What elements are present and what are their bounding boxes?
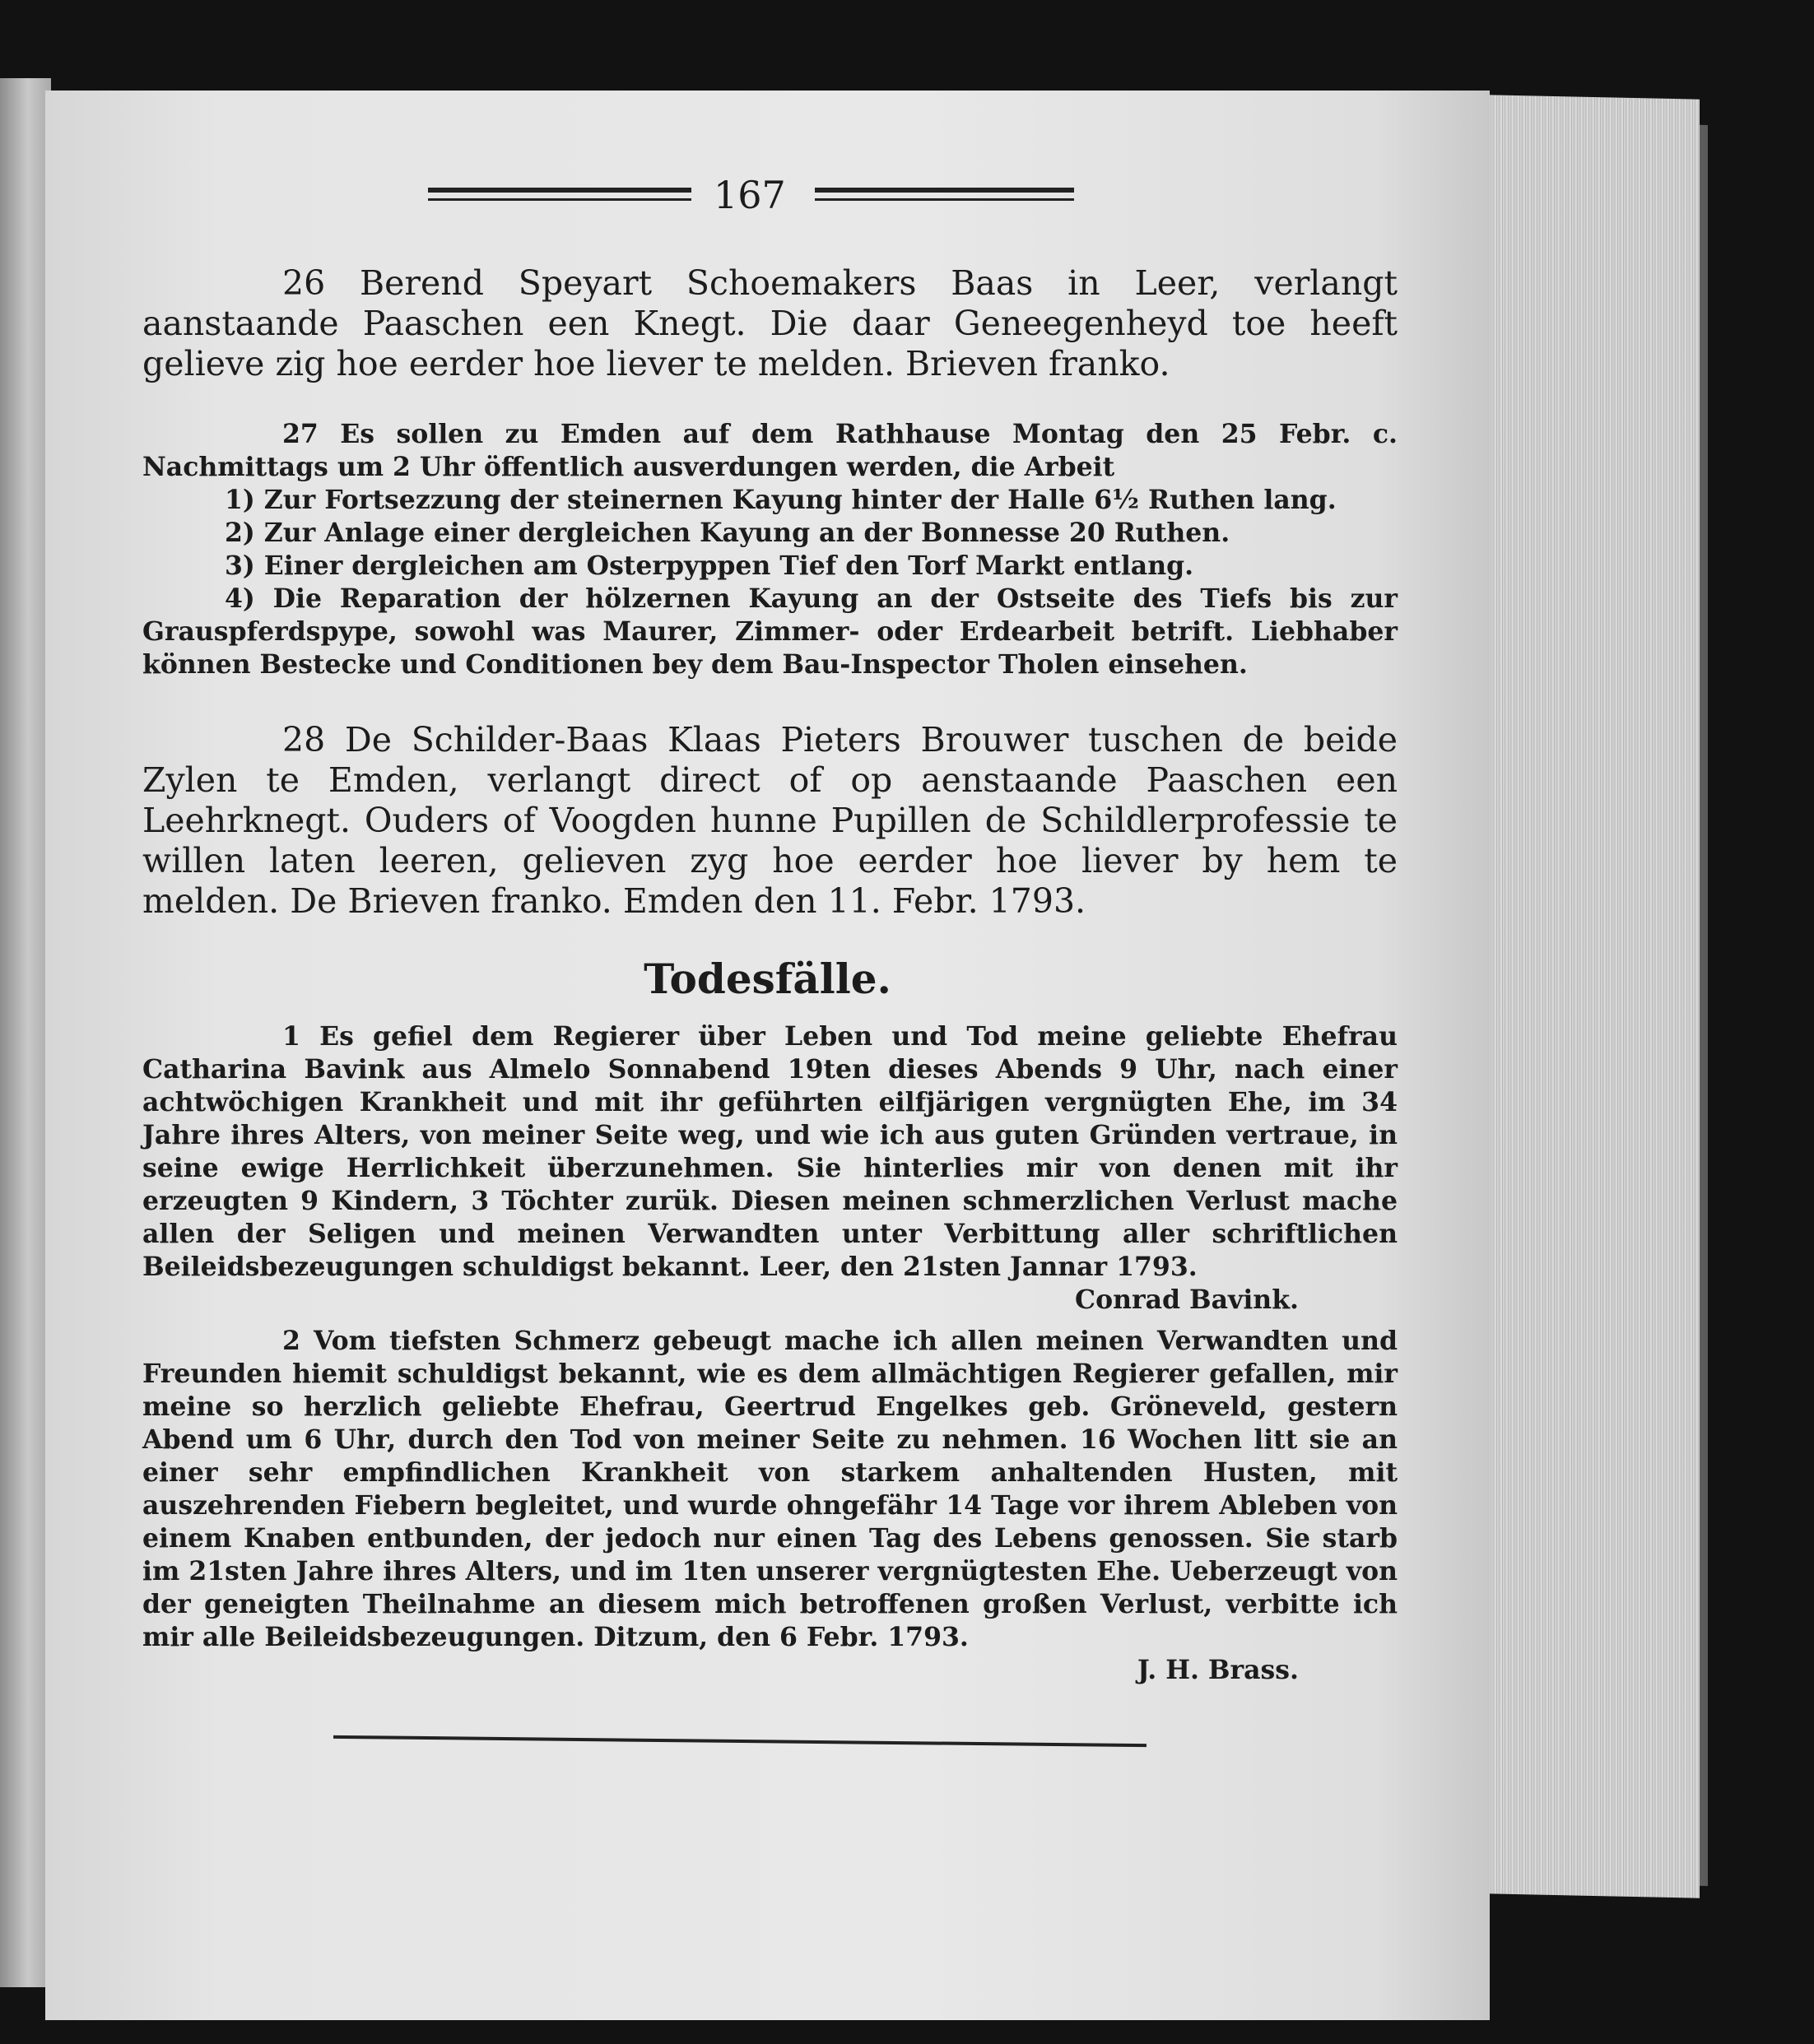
notice-27-intro: 27 Es sollen zu Emden auf dem Rathhause Montag den 25 Febr. c. Nachmittags um 2 Uhr öffentlich ausverdungen werden, die Arbeit	[142, 419, 1398, 482]
death-notice-2-signature: J. H. Brass.	[1137, 1655, 1299, 1685]
notice-28: 28 De Schilder-Baas Klaas Pieters Brouwer tuschen de beide Zylen te Emden, verlangt direct of op aenstaande Paaschen een Leehrknegt. Ouders of Voogden hunne Pupillen de Schildlerprofessie te willen laten leeren, gelieven zyg hoe eerder hoe liever by hem te melden. De Brieven franko. Emden den 11. Febr. 1793.	[142, 720, 1398, 921]
death-notice-1-text: 1 Es gefiel dem Regierer über Leben und Tod meine geliebte Ehefrau Catharina Bavink aus Almelo Sonnabend 19ten dieses Abends 9 Uhr, nach einer achtwöchigen Krankheit und mit ihr geführten eilfjärigen vergnügten Ehe, im 34 Jahre ihres Alters, von meiner Seite weg, und wie ich aus guten Gründen vertraue, in seine ewige Herrlichkeit überzunehmen. Sie hinterlies mir von denen mit ihr erzeugten 9 Kindern, 3 Töchter zurük. Diesen meinen schmerzlichen Verlust mache allen der Seligen und meinen Verwandten unter Verbittung aller schriftlichen Beileidsbezeugungen schuldigst bekannt. Leer, den 21sten Jannar 1793.	[142, 1021, 1398, 1282]
book-page	[45, 91, 1490, 2020]
previous-page-edge	[0, 78, 51, 1987]
notice-27-item-1: 1) Zur Fortsezzung der steinernen Kayung hinter der Halle 6½ Ruthen lang.	[225, 485, 1337, 515]
header-rule-right	[815, 188, 1074, 201]
notice-27-item-3: 3) Einer dergleichen am Osterpyppen Tief den Torf Markt entlang.	[225, 550, 1194, 581]
death-notice-1-signature: Conrad Bavink.	[1075, 1284, 1299, 1315]
page-block-edges	[1486, 95, 1700, 1898]
notice-27	[142, 418, 1398, 681]
header-rule-left	[428, 188, 691, 201]
notice-26: 26 Berend Speyart Schoemakers Baas in Leer, verlangt aanstaande Paaschen een Knegt. Die daar Geneegenheyd toe heeft gelieve zig hoe eerder hoe liever te melden. Brieven franko.	[142, 263, 1398, 383]
death-notice-2	[142, 1325, 1398, 1687]
death-notice-1	[142, 1020, 1398, 1317]
notice-27-item-2: 2) Zur Anlage einer dergleichen Kayung an der Bonnesse 20 Ruthen.	[225, 518, 1230, 548]
death-notice-2-text: 2 Vom tiefsten Schmerz gebeugt mache ich allen meinen Verwandten und Freunden hiemit schuldigst bekannt, wie es dem allmächtigen Regierer gefallen, mir meine so herzlich geliebte Ehefrau, Geertrud Engelkes geb. Gröneveld, gestern Abend um 6 Uhr, durch den Tod von meiner Seite zu nehmen. 16 Wochen litt sie an einer sehr empfindlichen Krankheit von starkem anhaltenden Husten, mit auszehrenden Fiebern begleitet, und wurde ohngefähr 14 Tage vor ihrem Ableben von einem Knaben entbunden, der jedoch nur einen Tag des Lebens genossen. Sie starb im 21sten Jahre ihres Alters, und im 1ten unserer vergnügtesten Ehe. Ueberzeugt von der geneigten Theilnahme an diesem mich betroffenen großen Verlust, verbitte ich mir alle Beileidsbezeugungen. Ditzum, den 6 Febr. 1793.	[142, 1326, 1398, 1652]
footer-rule	[333, 1735, 1147, 1747]
section-title: Todesfälle.	[644, 955, 891, 1003]
page-number: 167	[714, 173, 786, 217]
notice-27-item-4: 4) Die Reparation der hölzernen Kayung an der Ostseite des Tiefs bis zur Grauspferdspype, sowohl was Maurer, Zimmer- oder Erdearbeit betrift. Liebhaber können Bestecke und Conditionen bey dem Bau-Inspector Tholen einsehen.	[142, 583, 1398, 680]
